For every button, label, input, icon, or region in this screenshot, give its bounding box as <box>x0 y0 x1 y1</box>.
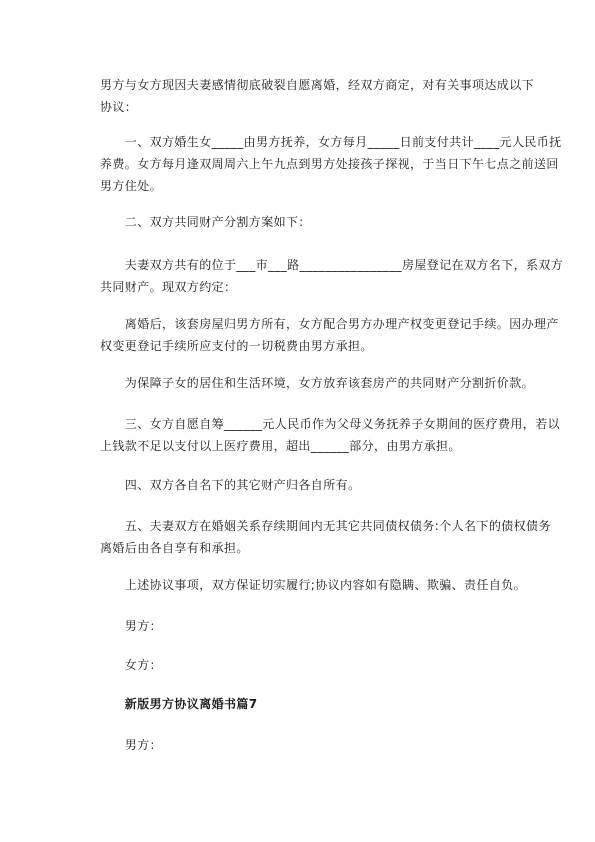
text-line: 二、双方共同财产分割方案如下： <box>100 215 311 229</box>
paragraph-guarantee <box>100 574 527 596</box>
paragraph-clause-1 <box>100 131 562 197</box>
text-line: 男方住处。 <box>100 179 163 193</box>
text-line: 三、女方自愿自筹______元人民币作为父母义务抚养子女期间的医疗费用，若以 <box>100 417 561 431</box>
text-line: 男方： <box>100 619 163 633</box>
paragraph-clause-5 <box>100 515 551 559</box>
paragraph-preamble <box>100 74 535 118</box>
paragraph-clause-2 <box>100 211 504 233</box>
text-line: 一、双方婚生女_____由男方抚养，女方每月_____日前支付共计____元人民币抚 <box>100 135 562 149</box>
heading-text: 新版男方协议离婚书篇7 <box>100 697 258 711</box>
paragraph-clause-3 <box>100 413 561 457</box>
text-line: 五、夫妻双方在婚姻关系存续期间内无其它共同债权债务:个人名下的债权债务 <box>100 519 551 533</box>
paragraph-house-ownership <box>100 313 559 357</box>
text-line: 权变更登记手续所应支付的一切税费由男方承担。 <box>100 339 373 353</box>
text-line: 男方： <box>100 738 163 752</box>
section-heading <box>100 693 504 715</box>
text-line: 养费。女方每月逢双周周六上午九点到男方处接孩子探视，于当日下午七点之前送回 <box>100 157 559 171</box>
paragraph-property <box>100 254 564 298</box>
text-line: 上钱款不足以支付以上医疗费用，超出______部分，由男方承担。 <box>100 439 461 453</box>
text-line: 离婚后由各自享有和承担。 <box>100 541 249 555</box>
text-line: 夫妻双方共有的位于___市___路________________房屋登记在双方名下，系双方 <box>100 258 564 272</box>
signature-female <box>100 654 504 676</box>
text-line: 共同财产。现双方约定： <box>100 280 237 294</box>
paragraph-clause-4 <box>100 474 504 496</box>
text-line: 协议： <box>100 100 138 114</box>
text-line: 上述协议事项，双方保证切实履行;协议内容如有隐瞒、欺骗、责任自负。 <box>100 578 527 592</box>
text-line: 四、双方各自名下的其它财产归各自所有。 <box>100 478 361 492</box>
text-line: 男方与女方现因夫妻感情彻底破裂自愿离婚，经双方商定，对有关事项达成以下 <box>100 78 535 92</box>
signature-male-next <box>100 734 504 756</box>
paragraph-waiver <box>100 372 535 394</box>
text-line: 离婚后，该套房屋归男方所有，女方配合男方办理产权变更登记手续。因办理产 <box>100 317 559 331</box>
text-line: 女方： <box>100 658 163 672</box>
text-line: 为保障子女的居住和生活环境，女方放弃该套房产的共同财产分割折价款。 <box>100 376 535 390</box>
signature-male <box>100 615 504 637</box>
